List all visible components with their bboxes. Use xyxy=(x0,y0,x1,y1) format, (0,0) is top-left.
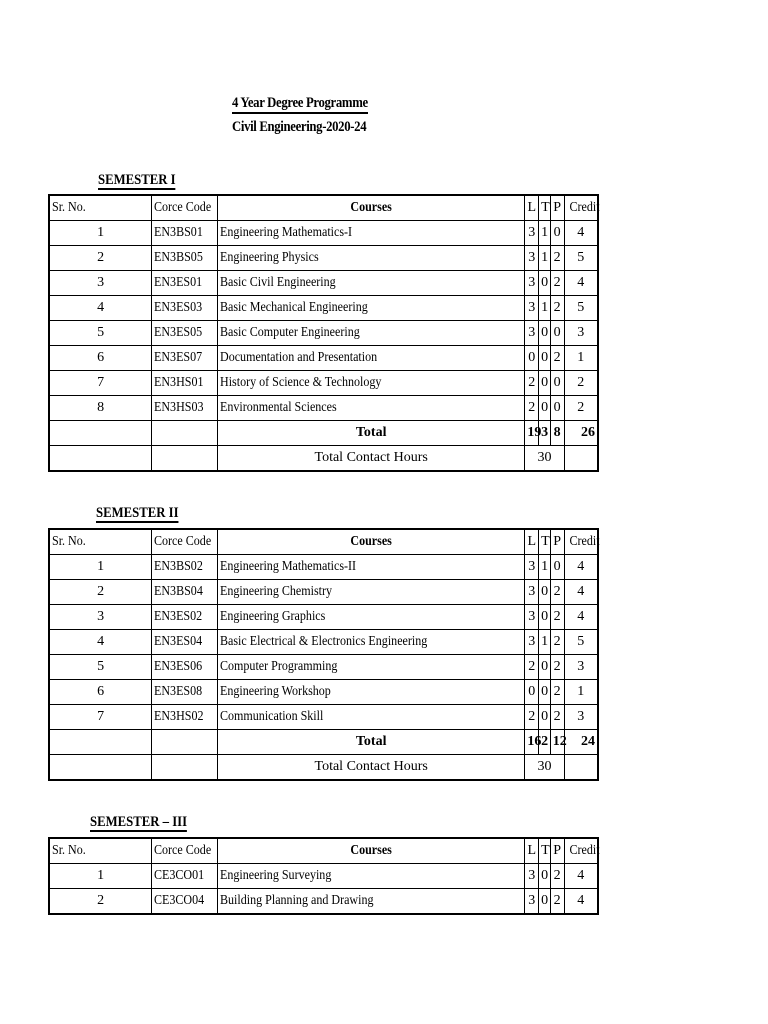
header-courses-text: Courses xyxy=(350,843,392,858)
course-name-cell xyxy=(218,371,525,396)
practical-cell: 2 xyxy=(550,271,564,296)
header-code-text: Corce Code xyxy=(154,534,212,549)
practical-cell: 2 xyxy=(550,889,564,915)
lecture-cell: 3 xyxy=(525,555,539,580)
total-empty-cell xyxy=(152,730,218,755)
lecture-cell: 0 xyxy=(525,346,539,371)
credit-cell: 3 xyxy=(564,321,598,346)
course-code-cell-text: EN3HS03 xyxy=(154,400,204,415)
course-name-cell-text: Computer Programming xyxy=(220,659,338,674)
contact-hours-row xyxy=(49,755,598,781)
tutorial-cell: 0 xyxy=(539,346,551,371)
lecture-cell: 3 xyxy=(525,246,539,271)
course-name-cell xyxy=(218,246,525,271)
semester-title: SEMESTER – III xyxy=(90,814,188,830)
header-p: P xyxy=(550,195,564,221)
course-name-cell xyxy=(218,580,525,605)
course-name-cell xyxy=(218,296,525,321)
course-name-cell-text: Basic Civil Engineering xyxy=(220,275,336,290)
practical-cell: 0 xyxy=(550,396,564,421)
total-label xyxy=(218,421,525,446)
course-code-cell-text: EN3BS05 xyxy=(154,250,204,265)
table-row xyxy=(49,630,598,655)
lecture-cell: 3 xyxy=(525,889,539,915)
lecture-cell: 2 xyxy=(525,396,539,421)
header-l: L xyxy=(525,838,539,864)
sr-no-cell: 3 xyxy=(49,605,152,630)
course-name-cell xyxy=(218,864,525,889)
total-practical: 8 xyxy=(550,421,564,446)
contact-empty-cell xyxy=(152,446,218,472)
sr-no-cell: 6 xyxy=(49,346,152,371)
course-code-cell xyxy=(152,705,218,730)
course-name-cell xyxy=(218,605,525,630)
header-code-text: Corce Code xyxy=(154,843,212,858)
header-sr xyxy=(49,838,152,864)
course-code-cell-text: CE3CO04 xyxy=(154,893,205,908)
course-code-cell xyxy=(152,221,218,246)
tutorial-cell: 0 xyxy=(539,655,551,680)
course-name-cell-text: Engineering Physics xyxy=(220,250,319,265)
credit-cell: 1 xyxy=(564,346,598,371)
sr-no-cell: 5 xyxy=(49,321,152,346)
table-row xyxy=(49,346,598,371)
course-code-cell-text: CE3CO01 xyxy=(154,868,205,883)
sr-no-cell: 2 xyxy=(49,889,152,915)
course-name-cell xyxy=(218,321,525,346)
total-practical: 12 xyxy=(550,730,564,755)
credit-cell: 3 xyxy=(564,705,598,730)
course-code-cell xyxy=(152,630,218,655)
course-name-cell xyxy=(218,555,525,580)
practical-cell: 2 xyxy=(550,655,564,680)
practical-cell: 2 xyxy=(550,346,564,371)
header-credit-text: Credit xyxy=(568,534,600,549)
contact-hours-label xyxy=(218,446,525,472)
lecture-cell: 3 xyxy=(525,580,539,605)
course-code-cell-text: EN3ES05 xyxy=(154,325,203,340)
practical-cell: 0 xyxy=(550,371,564,396)
header-sr-text: Sr. No. xyxy=(52,843,86,858)
header-l: L xyxy=(525,195,539,221)
practical-cell: 2 xyxy=(550,864,564,889)
header-courses xyxy=(218,529,525,555)
contact-empty-cell xyxy=(152,755,218,781)
tutorial-cell: 0 xyxy=(539,396,551,421)
contact-hours-label-text: Total Contact Hours xyxy=(314,759,428,774)
total-empty-cell xyxy=(49,730,152,755)
header-credit xyxy=(564,195,598,221)
credit-cell: 4 xyxy=(564,580,598,605)
semester-table xyxy=(48,528,599,781)
course-code-cell-text: EN3ES08 xyxy=(154,684,203,699)
programme-subtitle-text: Civil Engineering-2020-24 xyxy=(232,119,367,135)
table-header-row xyxy=(49,838,598,864)
contact-empty-cell xyxy=(564,446,598,472)
header-courses xyxy=(218,838,525,864)
header-t: T xyxy=(539,195,551,221)
total-empty-cell xyxy=(152,421,218,446)
sr-no-cell: 4 xyxy=(49,630,152,655)
course-code-cell xyxy=(152,346,218,371)
total-row xyxy=(49,730,598,755)
course-code-cell-text: EN3ES01 xyxy=(154,275,203,290)
header-credit xyxy=(564,529,598,555)
credit-cell: 4 xyxy=(564,271,598,296)
course-code-cell xyxy=(152,555,218,580)
course-code-cell-text: EN3ES06 xyxy=(154,659,203,674)
lecture-cell: 3 xyxy=(525,296,539,321)
tutorial-cell: 1 xyxy=(539,555,551,580)
semester-table xyxy=(48,194,599,472)
course-name-cell xyxy=(218,396,525,421)
table-header-row xyxy=(49,195,598,221)
lecture-cell: 3 xyxy=(525,321,539,346)
lecture-cell: 2 xyxy=(525,371,539,396)
table-row xyxy=(49,246,598,271)
lecture-cell: 0 xyxy=(525,680,539,705)
course-name-cell-text: Engineering Graphics xyxy=(220,609,326,624)
credit-cell: 5 xyxy=(564,630,598,655)
practical-cell: 0 xyxy=(550,221,564,246)
course-name-cell xyxy=(218,221,525,246)
sr-no-cell: 2 xyxy=(49,246,152,271)
table-row xyxy=(49,680,598,705)
course-name-cell xyxy=(218,705,525,730)
practical-cell: 2 xyxy=(550,605,564,630)
total-credit: 24 xyxy=(564,730,598,755)
course-name-cell-text: History of Science & Technology xyxy=(220,375,382,390)
header-p: P xyxy=(550,838,564,864)
credit-cell: 2 xyxy=(564,371,598,396)
lecture-cell: 3 xyxy=(525,864,539,889)
contact-empty-cell xyxy=(49,755,152,781)
tutorial-cell: 0 xyxy=(539,321,551,346)
programme-subtitle xyxy=(232,119,367,136)
practical-cell: 0 xyxy=(550,555,564,580)
header-credit xyxy=(564,838,598,864)
contact-hours-row xyxy=(49,446,598,472)
practical-cell: 0 xyxy=(550,321,564,346)
course-code-cell xyxy=(152,680,218,705)
credit-cell: 3 xyxy=(564,655,598,680)
contact-hours-label-text: Total Contact Hours xyxy=(314,450,428,465)
course-code-cell-text: EN3HS02 xyxy=(154,709,204,724)
table-row xyxy=(49,396,598,421)
course-name-cell-text: Basic Mechanical Engineering xyxy=(220,300,368,315)
credit-cell: 5 xyxy=(564,296,598,321)
table-header-row xyxy=(49,529,598,555)
practical-cell: 2 xyxy=(550,630,564,655)
total-empty-cell xyxy=(49,421,152,446)
sr-no-cell: 1 xyxy=(49,555,152,580)
total-row xyxy=(49,421,598,446)
course-name-cell xyxy=(218,889,525,915)
course-code-cell-text: EN3ES03 xyxy=(154,300,203,315)
header-t: T xyxy=(539,838,551,864)
contact-hours-value: 30 xyxy=(525,446,564,472)
tutorial-cell: 0 xyxy=(539,371,551,396)
course-name-cell-text: Engineering Mathematics-II xyxy=(220,559,357,574)
semester-title: SEMESTER I xyxy=(98,172,176,188)
total-label-text: Total xyxy=(355,734,387,749)
tutorial-cell: 0 xyxy=(539,680,551,705)
course-name-cell-text: Engineering Workshop xyxy=(220,684,331,699)
header-sr xyxy=(49,529,152,555)
tutorial-cell: 0 xyxy=(539,271,551,296)
practical-cell: 2 xyxy=(550,705,564,730)
total-lecture: 16 xyxy=(525,730,539,755)
lecture-cell: 3 xyxy=(525,630,539,655)
header-l: L xyxy=(525,529,539,555)
credit-cell: 4 xyxy=(564,889,598,915)
credit-cell: 4 xyxy=(564,864,598,889)
semester-title: SEMESTER II xyxy=(96,505,179,521)
course-code-cell xyxy=(152,605,218,630)
sr-no-cell: 7 xyxy=(49,705,152,730)
header-code xyxy=(152,838,218,864)
course-code-cell xyxy=(152,246,218,271)
course-code-cell-text: EN3ES04 xyxy=(154,634,203,649)
tutorial-cell: 1 xyxy=(539,246,551,271)
course-name-cell-text: Engineering Surveying xyxy=(220,868,332,883)
course-name-cell xyxy=(218,346,525,371)
sr-no-cell: 1 xyxy=(49,864,152,889)
header-p: P xyxy=(550,529,564,555)
total-credit: 26 xyxy=(564,421,598,446)
credit-cell: 1 xyxy=(564,680,598,705)
table-row xyxy=(49,889,598,915)
course-name-cell xyxy=(218,655,525,680)
tutorial-cell: 1 xyxy=(539,630,551,655)
table-row xyxy=(49,221,598,246)
course-name-cell-text: Communication Skill xyxy=(220,709,324,724)
course-code-cell xyxy=(152,864,218,889)
lecture-cell: 3 xyxy=(525,221,539,246)
table-row xyxy=(49,705,598,730)
course-code-cell xyxy=(152,296,218,321)
header-code-text: Corce Code xyxy=(154,200,212,215)
course-code-cell xyxy=(152,371,218,396)
header-courses-text: Courses xyxy=(350,200,392,215)
sr-no-cell: 3 xyxy=(49,271,152,296)
total-lecture: 19 xyxy=(525,421,539,446)
course-name-cell-text: Engineering Chemistry xyxy=(220,584,333,599)
tutorial-cell: 0 xyxy=(539,605,551,630)
header-sr xyxy=(49,195,152,221)
table-row xyxy=(49,321,598,346)
course-code-cell-text: EN3BS04 xyxy=(154,584,204,599)
table-row xyxy=(49,271,598,296)
tutorial-cell: 0 xyxy=(539,705,551,730)
course-code-cell xyxy=(152,271,218,296)
course-name-cell-text: Engineering Mathematics-I xyxy=(220,225,353,240)
total-tutorial: 3 xyxy=(539,421,551,446)
table-row xyxy=(49,605,598,630)
course-code-cell-text: EN3BS02 xyxy=(154,559,204,574)
table-row xyxy=(49,371,598,396)
lecture-cell: 3 xyxy=(525,271,539,296)
header-credit-text: Credit xyxy=(568,843,600,858)
credit-cell: 4 xyxy=(564,605,598,630)
sr-no-cell: 8 xyxy=(49,396,152,421)
course-name-cell-text: Documentation and Presentation xyxy=(220,350,378,365)
tutorial-cell: 0 xyxy=(539,864,551,889)
contact-hours-label xyxy=(218,755,525,781)
practical-cell: 2 xyxy=(550,680,564,705)
course-name-cell-text: Basic Computer Engineering xyxy=(220,325,360,340)
practical-cell: 2 xyxy=(550,580,564,605)
lecture-cell: 3 xyxy=(525,605,539,630)
total-label-text: Total xyxy=(355,425,387,440)
lecture-cell: 2 xyxy=(525,655,539,680)
course-name-cell-text: Environmental Sciences xyxy=(220,400,337,415)
course-name-cell xyxy=(218,271,525,296)
tutorial-cell: 1 xyxy=(539,296,551,321)
sr-no-cell: 4 xyxy=(49,296,152,321)
table-row xyxy=(49,864,598,889)
contact-empty-cell xyxy=(49,446,152,472)
header-sr-text: Sr. No. xyxy=(52,534,86,549)
course-code-cell-text: EN3HS01 xyxy=(154,375,204,390)
tutorial-cell: 0 xyxy=(539,580,551,605)
course-code-cell-text: EN3ES07 xyxy=(154,350,203,365)
practical-cell: 2 xyxy=(550,246,564,271)
contact-empty-cell xyxy=(564,755,598,781)
total-tutorial: 2 xyxy=(539,730,551,755)
course-code-cell xyxy=(152,321,218,346)
header-courses xyxy=(218,195,525,221)
table-row xyxy=(49,296,598,321)
credit-cell: 5 xyxy=(564,246,598,271)
semester-table xyxy=(48,837,599,915)
course-name-cell xyxy=(218,630,525,655)
course-name-cell-text: Basic Electrical & Electronics Engineering xyxy=(220,634,428,649)
header-credit-text: Credit xyxy=(568,200,600,215)
course-code-cell xyxy=(152,580,218,605)
course-code-cell-text: EN3ES02 xyxy=(154,609,203,624)
sr-no-cell: 6 xyxy=(49,680,152,705)
course-code-cell-text: EN3BS01 xyxy=(154,225,204,240)
table-row xyxy=(49,655,598,680)
credit-cell: 4 xyxy=(564,221,598,246)
sr-no-cell: 7 xyxy=(49,371,152,396)
table-row xyxy=(49,555,598,580)
header-sr-text: Sr. No. xyxy=(52,200,86,215)
course-name-cell-text: Building Planning and Drawing xyxy=(220,893,374,908)
total-label xyxy=(218,730,525,755)
programme-title-text: 4 Year Degree Programme xyxy=(232,95,368,114)
sr-no-cell: 2 xyxy=(49,580,152,605)
header-t: T xyxy=(539,529,551,555)
credit-cell: 2 xyxy=(564,396,598,421)
programme-title xyxy=(232,95,368,112)
table-row xyxy=(49,580,598,605)
practical-cell: 2 xyxy=(550,296,564,321)
contact-hours-value: 30 xyxy=(525,755,564,781)
credit-cell: 4 xyxy=(564,555,598,580)
tutorial-cell: 0 xyxy=(539,889,551,915)
sr-no-cell: 1 xyxy=(49,221,152,246)
course-code-cell xyxy=(152,889,218,915)
course-code-cell xyxy=(152,655,218,680)
tutorial-cell: 1 xyxy=(539,221,551,246)
lecture-cell: 2 xyxy=(525,705,539,730)
course-name-cell xyxy=(218,680,525,705)
header-code xyxy=(152,529,218,555)
header-code xyxy=(152,195,218,221)
header-courses-text: Courses xyxy=(350,534,392,549)
course-code-cell xyxy=(152,396,218,421)
sr-no-cell: 5 xyxy=(49,655,152,680)
